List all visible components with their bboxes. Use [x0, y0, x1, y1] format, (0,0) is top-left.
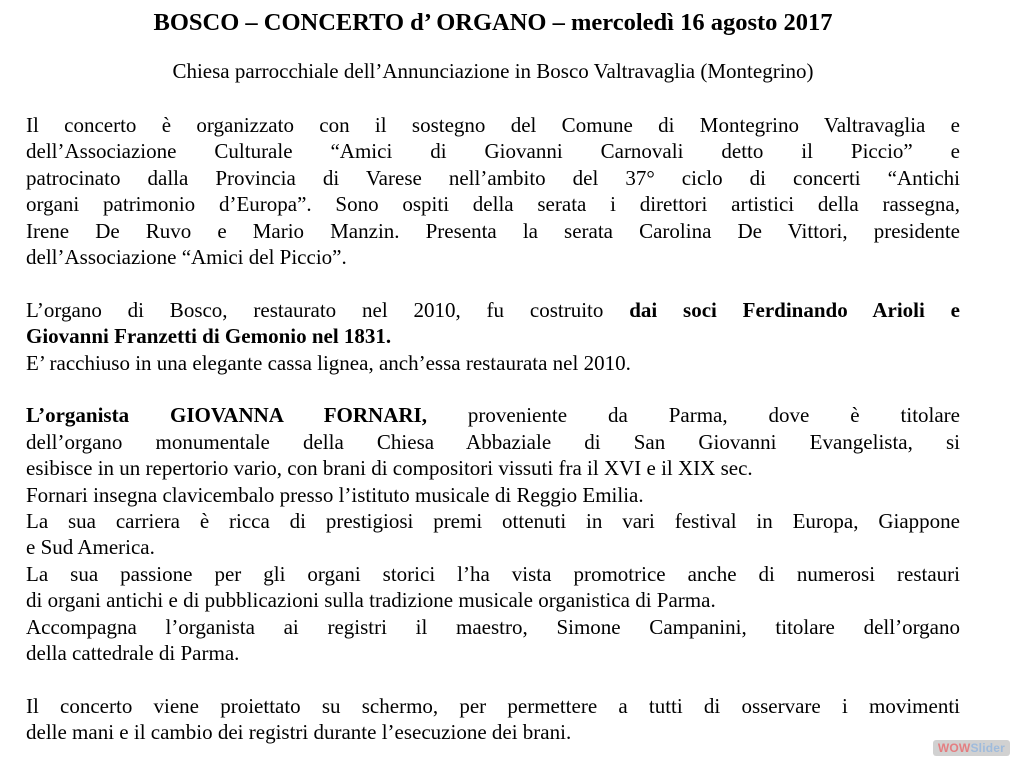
text-line: esibisce in un repertorio vario, con brani di compositori vissuti fra il XVI e il XIX sec.: [26, 456, 753, 481]
text-line: [26, 402, 960, 428]
text-line: dell’Associazione Culturale “Amici di Giovanni Carnovali detto il Piccio” e: [26, 139, 960, 164]
text-line: Irene De Ruvo e Mario Manzin. Presenta la serata Carolina De Vittori, presidente: [26, 218, 960, 243]
text-line: La sua passione per gli organi storici l’ha vista promotrice anche di numerosi restauri: [26, 561, 960, 586]
text-line: organi patrimonio d’Europa”. Sono ospiti della serata i direttori artistici della rassegna,: [26, 192, 960, 217]
organist-name-bold-text: L’organista GIOVANNA FORNARI,: [26, 403, 427, 428]
paragraph-organist: [26, 402, 960, 666]
builders-bold-text: dai soci Ferdinando Arioli e: [629, 297, 960, 322]
slide-title: BOSCO – CONCERTO d’ ORGANO – mercoledì 16 agosto 2017: [153, 9, 833, 36]
text-line: Fornari insegna clavicembalo presso l’istituto musicale di Reggio Emilia.: [26, 482, 644, 507]
text-line: dell’organo monumentale della Chiesa Abbaziale di San Giovanni Evangelista, si: [26, 429, 960, 454]
watermark-slider: Slider: [970, 741, 1005, 755]
wowslider-watermark: [933, 740, 1010, 756]
text-line: [26, 323, 960, 349]
text-line: Accompagna l’organista ai registri il maestro, Simone Campanini, titolare dell’organo: [26, 614, 960, 639]
text-line: Il concerto viene proiettato su schermo, per permettere a tutti di osservare i movimenti: [26, 693, 960, 718]
text-line: e Sud America.: [26, 535, 155, 560]
text-line: [26, 297, 960, 323]
text-line: patrocinato dalla Provincia di Varese nell’ambito del 37° ciclo di concerti “Antichi: [26, 165, 960, 190]
text-line: dell’Associazione “Amici del Piccio”.: [26, 245, 347, 270]
text-line: di organi antichi e di pubblicazioni sulla tradizione musicale organistica di Parma.: [26, 588, 716, 613]
paragraph-organization: [26, 112, 960, 270]
slide-subtitle: Chiesa parrocchiale dell’Annunciazione in Bosco Valtravaglia (Montegrino): [172, 59, 814, 83]
text-segment: L’organo di Bosco, restaurato nel 2010, fu costruito: [26, 297, 630, 322]
watermark-wow: WOW: [937, 741, 971, 755]
text-line: della cattedrale di Parma.: [26, 641, 240, 666]
text-segment: proveniente da Parma, dove è titolare: [426, 403, 960, 428]
paragraph-projection: [26, 693, 960, 746]
text-line: La sua carriera è ricca di prestigiosi premi ottenuti in vari festival in Europa, Giappone: [26, 509, 960, 534]
paragraph-organ: [26, 297, 960, 376]
text-line: E’ racchiuso in una elegante cassa lignea, anch’essa restaurata nel 2010.: [26, 350, 631, 375]
slide-body: [26, 112, 960, 768]
text-line: Il concerto è organizzato con il sostegno del Comune di Montegrino Valtravaglia e: [26, 113, 960, 137]
builders-bold-text: Giovanni Franzetti di Gemonio nel 1831.: [26, 324, 392, 349]
text-line: delle mani e il cambio dei registri durante l’esecuzione dei brani.: [26, 720, 572, 745]
